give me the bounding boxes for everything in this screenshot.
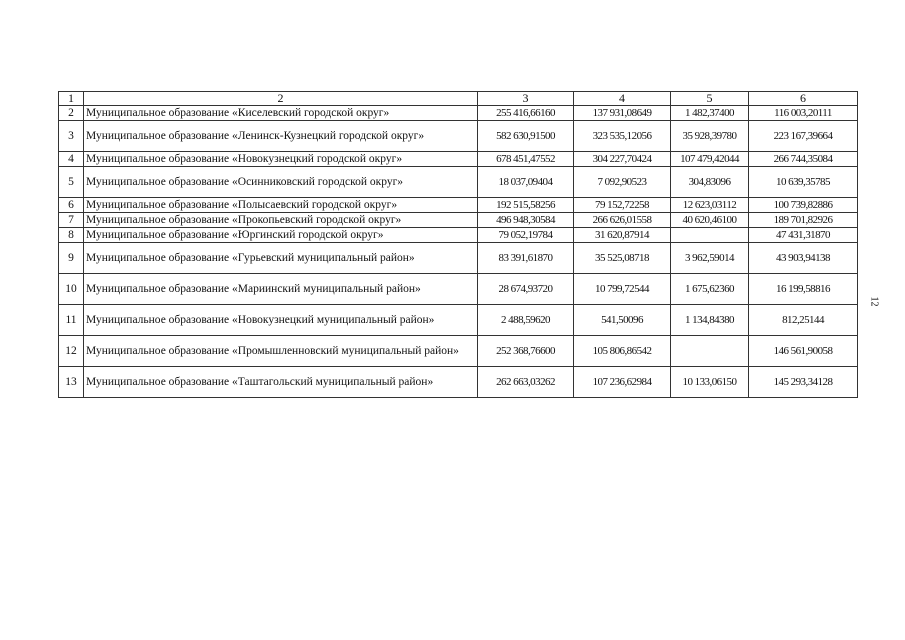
column-4-value-cell: 79 152,72258 [574, 198, 671, 213]
column-6-value-cell: 10 639,35785 [749, 167, 858, 198]
row-number-cell: 9 [59, 243, 84, 274]
table-row [59, 106, 858, 121]
column-5-value-cell: 1 675,62360 [671, 274, 749, 305]
municipality-name-cell: Муниципальное образование «Промышленновский муниципальный район» [84, 336, 478, 367]
column-3-value-cell: 28 674,93720 [478, 274, 574, 305]
column-6-value-cell: 189 701,82926 [749, 213, 858, 228]
table-row [59, 228, 858, 243]
column-3-value-cell: 582 630,91500 [478, 121, 574, 152]
column-3-value-cell: 83 391,61870 [478, 243, 574, 274]
table-row [59, 367, 858, 398]
column-4-value-cell: 35 525,08718 [574, 243, 671, 274]
column-6-value-cell: 223 167,39664 [749, 121, 858, 152]
page-number: 12 [868, 296, 880, 307]
table-row [59, 213, 858, 228]
municipality-name-cell: Муниципальное образование «Полысаевский городской округ» [84, 198, 478, 213]
row-number-cell: 2 [59, 106, 84, 121]
column-3-value-cell: 18 037,09404 [478, 167, 574, 198]
column-3-value-cell: 79 052,19784 [478, 228, 574, 243]
column-6-value-cell: 812,25144 [749, 305, 858, 336]
column-6-value-cell: 266 744,35084 [749, 152, 858, 167]
column-6-value-cell: 43 903,94138 [749, 243, 858, 274]
municipality-name-cell: Муниципальное образование «Мариинский муниципальный район» [84, 274, 478, 305]
row-number-cell: 3 [59, 121, 84, 152]
column-4-value-cell: 323 535,12056 [574, 121, 671, 152]
column-6-value-cell: 146 561,90058 [749, 336, 858, 367]
municipality-name-cell: Муниципальное образование «Гурьевский муниципальный район» [84, 243, 478, 274]
table-row [59, 167, 858, 198]
municipality-name-cell: Муниципальное образование «Таштагольский муниципальный район» [84, 367, 478, 398]
row-number-cell: 7 [59, 213, 84, 228]
column-4-value-cell: 7 092,90523 [574, 167, 671, 198]
column-3-value-cell: 496 948,30584 [478, 213, 574, 228]
table-row [59, 274, 858, 305]
column-header-1: 1 [59, 92, 84, 106]
row-number-cell: 6 [59, 198, 84, 213]
column-4-value-cell: 10 799,72544 [574, 274, 671, 305]
municipality-name-cell: Муниципальное образование «Осинниковский городской округ» [84, 167, 478, 198]
column-5-value-cell: 107 479,42044 [671, 152, 749, 167]
column-4-value-cell: 541,50096 [574, 305, 671, 336]
municipal-budget-table [58, 91, 858, 398]
table-row [59, 152, 858, 167]
column-4-value-cell: 31 620,87914 [574, 228, 671, 243]
column-5-value-cell: 12 623,03112 [671, 198, 749, 213]
column-4-value-cell: 266 626,01558 [574, 213, 671, 228]
column-6-value-cell: 16 199,58816 [749, 274, 858, 305]
column-5-value-cell: 1 482,37400 [671, 106, 749, 121]
column-4-value-cell: 105 806,86542 [574, 336, 671, 367]
column-5-value-cell: 3 962,59014 [671, 243, 749, 274]
column-5-value-cell: 10 133,06150 [671, 367, 749, 398]
row-number-cell: 11 [59, 305, 84, 336]
column-5-value-cell [671, 336, 749, 367]
column-4-value-cell: 137 931,08649 [574, 106, 671, 121]
row-number-cell: 13 [59, 367, 84, 398]
column-4-value-cell: 304 227,70424 [574, 152, 671, 167]
column-header-3: 3 [478, 92, 574, 106]
table-body [59, 92, 858, 398]
row-number-cell: 4 [59, 152, 84, 167]
column-3-value-cell: 252 368,76600 [478, 336, 574, 367]
column-5-value-cell: 304,83096 [671, 167, 749, 198]
column-header-4: 4 [574, 92, 671, 106]
municipality-name-cell: Муниципальное образование «Новокузнецкий городской округ» [84, 152, 478, 167]
municipality-name-cell: Муниципальное образование «Новокузнецкий муниципальный район» [84, 305, 478, 336]
column-3-value-cell: 255 416,66160 [478, 106, 574, 121]
column-6-value-cell: 100 739,82886 [749, 198, 858, 213]
municipality-name-cell: Муниципальное образование «Юргинский городской округ» [84, 228, 478, 243]
table-row [59, 305, 858, 336]
municipality-name-cell: Муниципальное образование «Прокопьевский городской округ» [84, 213, 478, 228]
column-5-value-cell: 40 620,46100 [671, 213, 749, 228]
municipality-name-cell: Муниципальное образование «Ленинск-Кузнецкий городской округ» [84, 121, 478, 152]
header-row [59, 92, 858, 106]
row-number-cell: 10 [59, 274, 84, 305]
column-3-value-cell: 2 488,59620 [478, 305, 574, 336]
row-number-cell: 8 [59, 228, 84, 243]
column-4-value-cell: 107 236,62984 [574, 367, 671, 398]
table-row [59, 243, 858, 274]
column-5-value-cell: 1 134,84380 [671, 305, 749, 336]
column-3-value-cell: 678 451,47552 [478, 152, 574, 167]
column-header-6: 6 [749, 92, 858, 106]
column-6-value-cell: 47 431,31870 [749, 228, 858, 243]
column-header-2: 2 [84, 92, 478, 106]
row-number-cell: 5 [59, 167, 84, 198]
column-6-value-cell: 145 293,34128 [749, 367, 858, 398]
column-5-value-cell [671, 228, 749, 243]
column-3-value-cell: 192 515,58256 [478, 198, 574, 213]
column-header-5: 5 [671, 92, 749, 106]
column-6-value-cell: 116 003,20111 [749, 106, 858, 121]
row-number-cell: 12 [59, 336, 84, 367]
column-5-value-cell: 35 928,39780 [671, 121, 749, 152]
table-row [59, 336, 858, 367]
table-row [59, 121, 858, 152]
municipality-name-cell: Муниципальное образование «Киселевский городской округ» [84, 106, 478, 121]
table-row [59, 198, 858, 213]
column-3-value-cell: 262 663,03262 [478, 367, 574, 398]
